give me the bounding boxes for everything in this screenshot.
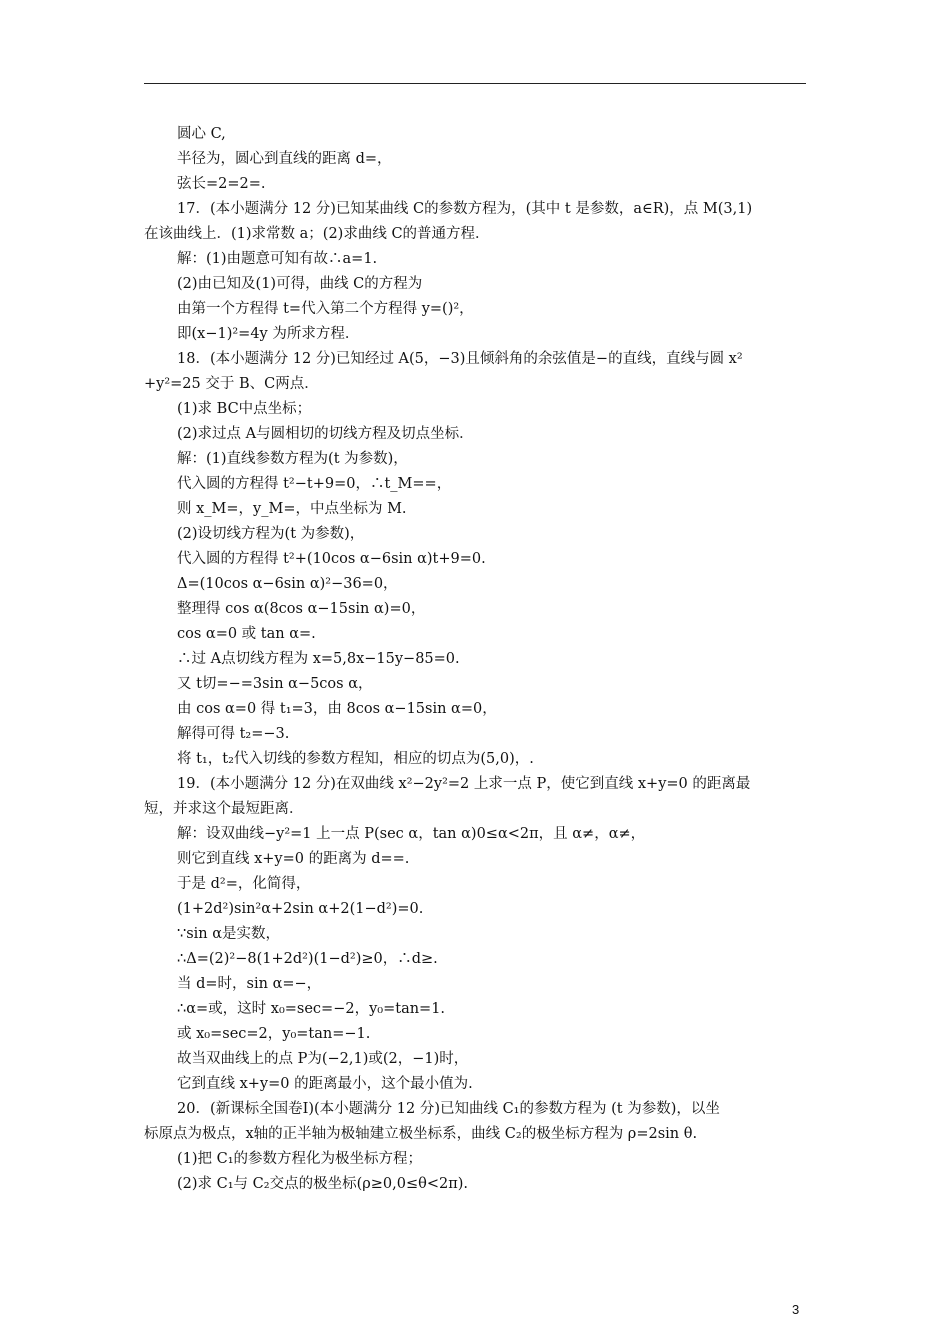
- text-line: 又 t切=−=3sin α−5cos α，: [177, 676, 373, 692]
- text-line: 解：(1)由题意可知有故∴a=1.: [177, 251, 378, 267]
- text-line: 由 cos α=0 得 t₁=3，由 8cos α−15sin α=0，: [177, 701, 497, 717]
- text-line: 于是 d²=，化简得，: [177, 876, 311, 892]
- header-rule: [144, 83, 806, 84]
- text-line: 代入圆的方程得 t²+(10cos α−6sin α)t+9=0.: [177, 551, 486, 567]
- text-line: 标原点为极点，x轴的正半轴为极轴建立极坐标系，曲线 C₂的极坐标方程为 ρ=2sin θ.: [144, 1126, 698, 1142]
- text-line: 解：设双曲线−y²=1 上一点 P(sec α，tan α)0≤α<2π，且 α≠，α≠，: [177, 826, 646, 842]
- text-line: cos α=0 或 tan α=.: [177, 626, 316, 642]
- text-line: 将 t₁，t₂代入切线的参数方程知，相应的切点为(5,0)，.: [177, 751, 534, 767]
- problem-19-heading: 19．(本小题满分 12 分)在双曲线 x²−2y²=2 上求一点 P，使它到直线 x+y=0 的距离最: [177, 776, 751, 792]
- text-line: (1)把 C₁的参数方程化为极坐标方程；: [177, 1151, 423, 1167]
- text-line: ∴α=或，这时 x₀=sec=−2，y₀=tan=1.: [177, 1001, 446, 1017]
- text-line: 由第一个方程得 t=代入第二个方程得 y=()²，: [177, 301, 474, 317]
- text-line: (1+2d²)sin²α+2sin α+2(1−d²)=0.: [177, 901, 424, 917]
- text-line: 弦长=2=2=.: [177, 176, 266, 192]
- text-line: 即(x−1)²=4y 为所求方程．: [177, 326, 360, 342]
- text-line: 它到直线 x+y=0 的距离最小，这个最小值为.: [177, 1076, 473, 1092]
- text-line: (2)设切线方程为(t 为参数)，: [177, 526, 365, 542]
- text-line: 短，并求这个最短距离．: [144, 801, 304, 817]
- text-line: (2)求过点 A与圆相切的切线方程及切点坐标．: [177, 426, 474, 442]
- text-line: +y²=25 交于 B、C两点．: [144, 376, 319, 392]
- text-line: (2)求 C₁与 C₂交点的极坐标(ρ≥0,0≤θ<2π).: [177, 1176, 469, 1192]
- text-line: 解：(1)直线参数方程为(t 为参数)，: [177, 451, 408, 467]
- problem-20-heading: 20．(新课标全国卷Ⅰ)(本小题满分 12 分)已知曲线 C₁的参数方程为 (t 为参数)，以坐: [177, 1101, 720, 1117]
- problem-17-heading: 17．(本小题满分 12 分)已知某曲线 C的参数方程为，(其中 t 是参数，a∈R)，点 M(3,1): [177, 201, 753, 217]
- text-line: 或 x₀=sec=2，y₀=tan=−1.: [177, 1026, 371, 1042]
- text-line: 故当双曲线上的点 P为(−2,1)或(2，−1)时，: [177, 1051, 469, 1067]
- text-line: 半径为，圆心到直线的距离 d=，: [177, 151, 392, 167]
- problem-18-heading: 18．(本小题满分 12 分)已知经过 A(5，−3)且倾斜角的余弦值是−的直线，直线与圆 x²: [177, 351, 743, 367]
- text-line: ∴过 A点切线方程为 x=5,8x−15y−85=0.: [177, 651, 460, 667]
- page-body: [144, 122, 806, 1197]
- text-line: 在该曲线上．(1)求常数 a；(2)求曲线 C的普通方程．: [144, 226, 490, 242]
- text-line: 则 x_M=，y_M=，中点坐标为 M.: [177, 501, 407, 517]
- text-line: 代入圆的方程得 t²−t+9=0，∴t_M==，: [177, 476, 452, 492]
- text-line: Δ=(10cos α−6sin α)²−36=0，: [177, 576, 398, 592]
- text-line: 解得可得 t₂=−3.: [177, 726, 290, 742]
- text-line: (1)求 BC中点坐标；: [177, 401, 312, 417]
- text-line: ∵sin α是实数，: [177, 926, 281, 942]
- text-line: 当 d=时，sin α=−，: [177, 976, 322, 992]
- page-number: 3: [792, 1302, 800, 1317]
- text-line: (2)由已知及(1)可得，曲线 C的方程为: [177, 276, 423, 292]
- text-line: 则它到直线 x+y=0 的距离为 d==.: [177, 851, 410, 867]
- text-line: ∴Δ=(2)²−8(1+2d²)(1−d²)≥0，∴d≥.: [177, 951, 438, 967]
- text-line: 圆心 C,: [177, 126, 226, 142]
- text-line: 整理得 cos α(8cos α−15sin α)=0，: [177, 601, 426, 617]
